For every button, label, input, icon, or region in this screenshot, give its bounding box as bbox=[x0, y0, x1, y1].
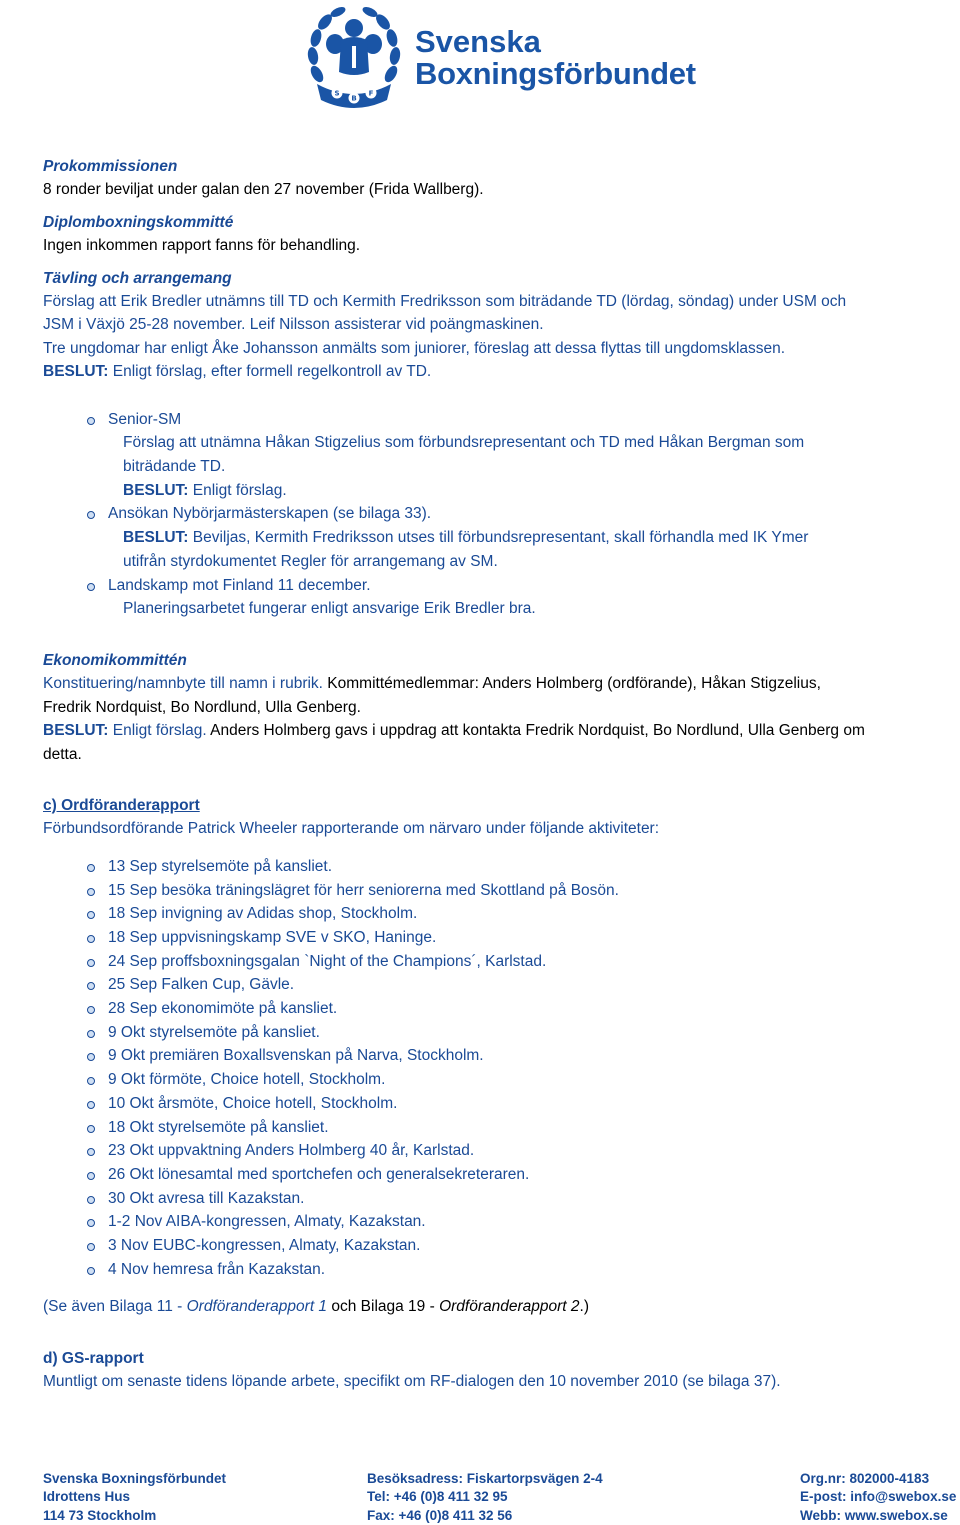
svg-text:F: F bbox=[368, 89, 374, 98]
list-item bbox=[0, 408, 943, 503]
bullet-icon bbox=[87, 888, 95, 896]
ekonomi-line-2: Fredrik Nordquist, Bo Nordlund, Ulla Genberg. bbox=[43, 698, 361, 716]
list-item bbox=[0, 1068, 943, 1092]
svg-text:S: S bbox=[334, 89, 340, 98]
bullet-title: Landskamp mot Finland 11 december. bbox=[108, 576, 371, 594]
ordf-intro: Förbundsordförande Patrick Wheeler rapporterande om närvaro under följande aktiviteter: bbox=[43, 820, 660, 838]
bullet-icon bbox=[87, 864, 95, 872]
text-prokommissionen: 8 ronder beviljat under galan den 27 november (Frida Wallberg). bbox=[43, 181, 484, 199]
activity-text: 1-2 Nov AIBA-kongressen, Almaty, Kazakstan. bbox=[108, 1213, 426, 1231]
tavling-line-3: Tre ungdomar har enligt Åke Johansson anmälts som juniorer, föreslag att dessa flyttas till ungdomsklassen. bbox=[43, 339, 786, 357]
activity-text: 30 Okt avresa till Kazakstan. bbox=[108, 1189, 305, 1207]
activity-text: 9 Okt förmöte, Choice hotell, Stockholm. bbox=[108, 1071, 386, 1089]
activity-text: 18 Sep uppvisningskamp SVE v SKO, Haninge. bbox=[108, 928, 437, 946]
activity-text: 28 Sep ekonomimöte på kansliet. bbox=[108, 1000, 338, 1018]
tavling-line-2: JSM i Växjö 25-28 november. Leif Nilsson assisterar vid poängmaskinen. bbox=[43, 316, 544, 334]
bullet-icon bbox=[87, 1006, 95, 1014]
activity-text: 23 Okt uppvaktning Anders Holmberg 40 år, Karlstad. bbox=[108, 1142, 475, 1160]
list-item bbox=[0, 902, 943, 926]
footer-org-building: Idrottens Hus bbox=[43, 1489, 131, 1505]
bullet-icon bbox=[87, 1267, 95, 1275]
see-also-ref2: Ordföranderapport 2 bbox=[439, 1298, 580, 1316]
list-item bbox=[0, 1139, 943, 1163]
list-item bbox=[0, 1210, 943, 1234]
footer-org-name: Svenska Boxningsförbundet bbox=[43, 1471, 227, 1486]
bullet-text: Planeringsarbetet fungerar enligt ansvarige Erik Bredler bra. bbox=[123, 600, 536, 618]
bullet-icon bbox=[87, 982, 95, 990]
list-item bbox=[0, 926, 943, 950]
footer-website: Webb: www.swebox.se bbox=[800, 1507, 948, 1523]
bullet-icon bbox=[87, 1172, 95, 1180]
ekonomi-beslut bbox=[43, 719, 943, 742]
activity-text: 10 Okt årsmöte, Choice hotell, Stockholm. bbox=[108, 1094, 398, 1112]
activity-text: 18 Okt styrelsemöte på kansliet. bbox=[108, 1118, 329, 1136]
beslut-text: Enligt förslag. bbox=[188, 481, 287, 499]
list-item bbox=[0, 574, 943, 621]
list-item bbox=[0, 879, 943, 903]
beslut-text: Enligt förslag. bbox=[108, 722, 207, 740]
bullet-icon bbox=[87, 1243, 95, 1251]
activity-text: 24 Sep proffsboxningsgalan `Night of the Champions´, Karlstad. bbox=[108, 952, 547, 970]
ekonomi-line-4: detta. bbox=[43, 745, 82, 763]
list-item bbox=[0, 950, 943, 974]
bullet-text: Förslag att utnämna Håkan Stigzelius som förbundsrepresentant och TD med Håkan Bergman som bbox=[123, 434, 805, 452]
beslut-text: Beviljas, Kermith Fredriksson utses till förbundsrepresentant, skall förhandla med IK Ymer bbox=[188, 529, 809, 547]
footer-col-org bbox=[43, 1470, 226, 1525]
list-item bbox=[0, 1092, 943, 1116]
activity-text: 15 Sep besöka träningslägret för herr seniorerna med Skottland på Bosön. bbox=[108, 881, 619, 899]
logo-wordmark bbox=[415, 26, 696, 90]
svg-text:B: B bbox=[351, 94, 357, 103]
beslut-label: BESLUT: bbox=[123, 481, 189, 499]
activity-text: 3 Nov EUBC-kongressen, Almaty, Kazakstan. bbox=[108, 1237, 421, 1255]
footer-orgnr: Org.nr: 802000-4183 bbox=[800, 1471, 930, 1486]
logo-line2: Boxningsförbundet bbox=[415, 56, 696, 91]
activity-text: 4 Nov hemresa från Kazakstan. bbox=[108, 1260, 326, 1278]
see-also-ref1: Ordföranderapport 1 bbox=[186, 1298, 328, 1316]
bullet-text: utifrån styrdokumentet Regler för arrangemang av SM. bbox=[123, 552, 498, 570]
footer-email: E-post: info@swebox.se bbox=[800, 1489, 957, 1505]
list-item bbox=[0, 1187, 943, 1211]
bullet-beslut bbox=[108, 479, 943, 503]
bullet-icon bbox=[87, 1077, 95, 1085]
activity-text: 9 Okt premiären Boxallsvenskan på Narva, Stockholm. bbox=[108, 1047, 484, 1065]
beslut-label: BESLUT: bbox=[43, 363, 109, 381]
bullet-title: Senior-SM bbox=[108, 410, 182, 428]
bullet-icon bbox=[87, 1148, 95, 1156]
footer-col-web bbox=[800, 1470, 956, 1525]
sbf-emblem-icon bbox=[303, 4, 405, 110]
document-body bbox=[43, 155, 943, 1394]
heading-ekonomi: Ekonomikommittén bbox=[43, 651, 187, 669]
bullet-beslut bbox=[108, 526, 943, 550]
activity-text: 26 Okt lönesamtal med sportchefen och generalsekreteraren. bbox=[108, 1165, 530, 1183]
bullet-icon bbox=[87, 1101, 95, 1109]
tavling-beslut bbox=[43, 360, 943, 383]
see-also-part: (Se även Bilaga 11 - bbox=[43, 1298, 187, 1316]
see-also-part: .) bbox=[579, 1298, 589, 1316]
list-item bbox=[0, 855, 943, 879]
bullet-icon bbox=[87, 1125, 95, 1133]
list-item bbox=[0, 1021, 943, 1045]
list-item bbox=[0, 1116, 943, 1140]
footer-org-city: 114 73 Stockholm bbox=[43, 1507, 157, 1523]
heading-gs-rapport: d) GS-rapport bbox=[43, 1349, 144, 1367]
bullet-icon bbox=[87, 1030, 95, 1038]
beslut-text: Enligt förslag, efter formell regelkontroll av TD. bbox=[108, 363, 432, 381]
ekonomi-line-1b: Kommittémedlemmar: Anders Holmberg (ordförande), Håkan Stigzelius, bbox=[323, 675, 821, 693]
see-also-part: och Bilaga 19 - bbox=[327, 1298, 440, 1316]
heading-ordforanderapport: c) Ordföranderapport bbox=[43, 797, 200, 815]
text-diplom: Ingen inkommen rapport fanns för behandling. bbox=[43, 237, 361, 255]
list-item bbox=[0, 502, 943, 573]
bullet-icon bbox=[87, 935, 95, 943]
list-item bbox=[0, 1044, 943, 1068]
tavling-bullet-list bbox=[43, 408, 943, 621]
list-item bbox=[0, 973, 943, 997]
ekonomi-line-1a: Konstituering/namnbyte till namn i rubrik. bbox=[43, 675, 323, 693]
bullet-icon bbox=[87, 1196, 95, 1204]
activity-text: 25 Sep Falken Cup, Gävle. bbox=[108, 976, 295, 994]
bullet-icon bbox=[87, 417, 95, 425]
bullet-text: biträdande TD. bbox=[123, 458, 226, 476]
list-item bbox=[0, 1234, 943, 1258]
bullet-icon bbox=[87, 911, 95, 919]
list-item bbox=[0, 1258, 943, 1282]
footer-col-contact bbox=[367, 1470, 603, 1525]
tavling-line-1: Förslag att Erik Bredler utnämns till TD och Kermith Fredriksson som biträdande TD (lördag, söndag) under USM och bbox=[43, 293, 847, 311]
sbf-logo bbox=[303, 4, 703, 110]
bullet-icon bbox=[87, 511, 95, 519]
ekonomi-beslut-rest: Anders Holmberg gavs i uppdrag att kontakta Fredrik Nordquist, Bo Nordlund, Ulla Genberg om bbox=[206, 722, 865, 740]
activity-text: 18 Sep invigning av Adidas shop, Stockholm. bbox=[108, 905, 418, 923]
footer-address: Besöksadress: Fiskartorpsvägen 2-4 bbox=[367, 1471, 603, 1486]
activity-text: 13 Sep styrelsemöte på kansliet. bbox=[108, 857, 333, 875]
heading-diplom: Diplomboxningskommitté bbox=[43, 213, 234, 231]
ordf-activity-list bbox=[43, 855, 943, 1282]
footer-fax: Fax: +46 (0)8 411 32 56 bbox=[367, 1507, 513, 1523]
heading-tavling: Tävling och arrangemang bbox=[43, 269, 232, 287]
beslut-label: BESLUT: bbox=[123, 529, 189, 547]
heading-prokommissionen: Prokommissionen bbox=[43, 158, 178, 175]
bullet-icon bbox=[87, 583, 95, 591]
ekonomi-line-1 bbox=[43, 672, 943, 695]
list-item bbox=[0, 1163, 943, 1187]
footer-phone: Tel: +46 (0)8 411 32 95 bbox=[367, 1489, 508, 1505]
bullet-title: Ansökan Nybörjarmästerskapen (se bilaga 33). bbox=[108, 505, 432, 523]
bullet-icon bbox=[87, 959, 95, 967]
activity-text: 9 Okt styrelsemöte på kansliet. bbox=[108, 1023, 320, 1041]
gs-text: Muntligt om senaste tidens löpande arbete, specifikt om RF-dialogen den 10 november 2010 (se bilaga 37). bbox=[43, 1373, 781, 1391]
list-item bbox=[0, 997, 943, 1021]
bullet-icon bbox=[87, 1219, 95, 1227]
bullet-icon bbox=[87, 1053, 95, 1061]
ordf-see-also bbox=[43, 1295, 943, 1318]
beslut-label: BESLUT: bbox=[43, 722, 109, 740]
logo-line1: Svenska bbox=[415, 24, 541, 59]
